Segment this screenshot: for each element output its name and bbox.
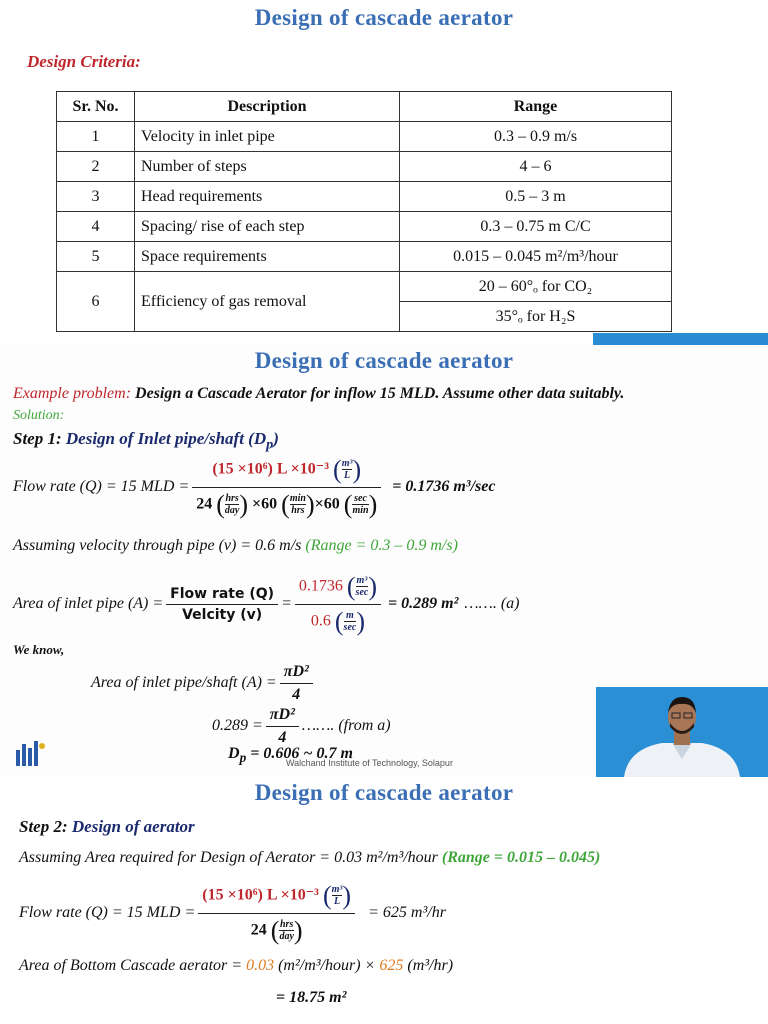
step-label: Step 2: [19, 817, 68, 836]
step-text: Design of Inlet pipe/shaft $(D_p)$ [65, 429, 279, 453]
flow-result-2: = 625 m³/hr [368, 904, 446, 921]
table-row [57, 152, 672, 182]
cell-sr: 6 [57, 272, 135, 332]
cell-range: 4 – 6 [400, 152, 672, 182]
area-range: (Range = 0.015 – 0.045) [441, 849, 601, 866]
presenter-avatar-icon [596, 687, 768, 777]
flow-lhs: Flow rate (Q) = 15 MLD = [13, 478, 190, 495]
assume-area-line: Assuming Area required for Design of Aerator = 0.03 m²/m³/hour (Range = 0.015 – 0.045) [19, 849, 601, 866]
cell-range: 0.5 – 3 m [400, 182, 672, 212]
velocity-range: (Range = 0.3 – 0.9 m/s) [305, 537, 458, 554]
table-row [57, 242, 672, 272]
slide-example-step1 [0, 345, 768, 777]
area-shaft-equation: Area of inlet pipe/shaft (A) = $\frac{\text{πD²}}{4}$ [91, 658, 316, 708]
area-formula-fraction: $\frac{\text{Flow rate (Q)}}{\text{Velcity (v)}}$ [166, 586, 278, 623]
cell-range-h2s: 35°ₒ for H₂S [400, 302, 672, 332]
institute-logo-icon [14, 738, 48, 768]
example-text: Design a Cascade Aerator for inflow 15 MLD. Assume other data suitably. [135, 385, 625, 402]
area-value-fraction: 0.1736 ( m³ sec ) 0.6 ( m sec ) [295, 572, 381, 637]
cell-sr: 5 [57, 242, 135, 272]
bottom-area-line: Area of Bottom Cascade aerator = 0.03 (m²/m³/hour) × 625 (m³/hr) [19, 957, 454, 974]
cell-desc: Velocity in inlet pipe [135, 122, 400, 152]
step-text: Design of aerator [71, 817, 195, 836]
slide-title: Design of cascade aerator [254, 780, 514, 805]
slide-title: Design of cascade aerator [254, 5, 514, 30]
flow-rate-equation-2: Flow rate (Q) = 15 MLD = (15 ×10⁶) L ×10⁻³ ( $\frac{\text{m³}}{L}$ ) 24 ( hrs day ) = 625 m³/hr [19, 880, 446, 945]
cell-desc: Efficiency of gas removal [135, 272, 400, 332]
slide-step2 [0, 777, 768, 1024]
cell-range-co2: 20 – 60°ₒ for CO₂ [400, 272, 672, 302]
table-header-row [57, 92, 672, 122]
flow-result: = 0.1736 m³/sec [392, 478, 496, 495]
header-range: Range [400, 92, 672, 122]
cell-range: 0.3 – 0.75 m C/C [400, 212, 672, 242]
institute-footer: Walchand Institute of Technology, Solapur [286, 758, 453, 768]
we-know: We know, [13, 642, 65, 657]
header-sr-no: Sr. No. [57, 92, 135, 122]
cell-sr: 1 [57, 122, 135, 152]
presenter-frame-edge [593, 333, 768, 345]
header-description: Description [135, 92, 400, 122]
design-criteria-table [56, 91, 672, 332]
cell-sr: 4 [57, 212, 135, 242]
example-label: Example problem: [13, 385, 132, 402]
slide-title: Design of cascade aerator [254, 348, 514, 373]
cell-range: 0.3 – 0.9 m/s [400, 122, 672, 152]
dp-result: $D_p = 0.606$ ~ 0.7 m [228, 745, 353, 766]
flow-rate-equation [13, 447, 495, 527]
cell-desc: Number of steps [135, 152, 400, 182]
design-criteria-heading: Design Criteria: [27, 52, 141, 71]
table-row [57, 212, 672, 242]
flow-fraction: (15 ×10⁶) L ×10⁻³ ( $\frac{\text{m³}}{L}$ ) 24 ( hrs day ) ×60 ( min hrs )×60 ( sec min ) [192, 455, 381, 520]
flow-numerator: (15 ×10⁶) L ×10⁻³ [212, 460, 330, 478]
cell-sr: 3 [57, 182, 135, 212]
cell-range: 0.015 – 0.045 m²/m³/hour [400, 242, 672, 272]
value-625: 625 [379, 957, 404, 974]
cell-desc: Head requirements [135, 182, 400, 212]
table-row [57, 122, 672, 152]
cell-desc: Space requirements [135, 242, 400, 272]
step2-heading [19, 817, 195, 837]
cell-sr: 2 [57, 152, 135, 182]
cell-desc: Spacing/ rise of each step [135, 212, 400, 242]
example-problem [13, 385, 624, 403]
presenter-video [596, 687, 768, 777]
table-row [57, 272, 672, 302]
step-label: Step 1: [13, 429, 62, 448]
area-equation: Area of inlet pipe (A) = $\frac{\text{Flow rate (Q)}}{\text{Velcity (v)}}$ = 0.1736 ( m³ sec ) 0.6 ( m sec ) = 0.289 m² ……. (a) [13, 571, 520, 636]
area-result: = 0.289 m² [388, 595, 459, 612]
table-row [57, 182, 672, 212]
slide-design-criteria [0, 0, 768, 345]
assume-velocity-line: Assuming velocity through pipe (v) = 0.6 m/s (Range = 0.3 – 0.9 m/s) [13, 537, 458, 554]
flow-fraction-2: (15 ×10⁶) L ×10⁻³ ( $\frac{\text{m³}}{L}$ ) 24 ( hrs day ) [198, 881, 355, 946]
solution-label: Solution: [13, 408, 65, 423]
area-lhs: Area of inlet pipe (A) = [13, 595, 164, 612]
value-003: 0.03 [246, 957, 275, 974]
equation-0289: 0.289 = $\frac{\text{πD²}}{4}$ ……. (from a) [212, 705, 391, 746]
bottom-area-result: = 18.75 m² [276, 989, 347, 1006]
area-tag: ……. (a) [464, 595, 520, 612]
